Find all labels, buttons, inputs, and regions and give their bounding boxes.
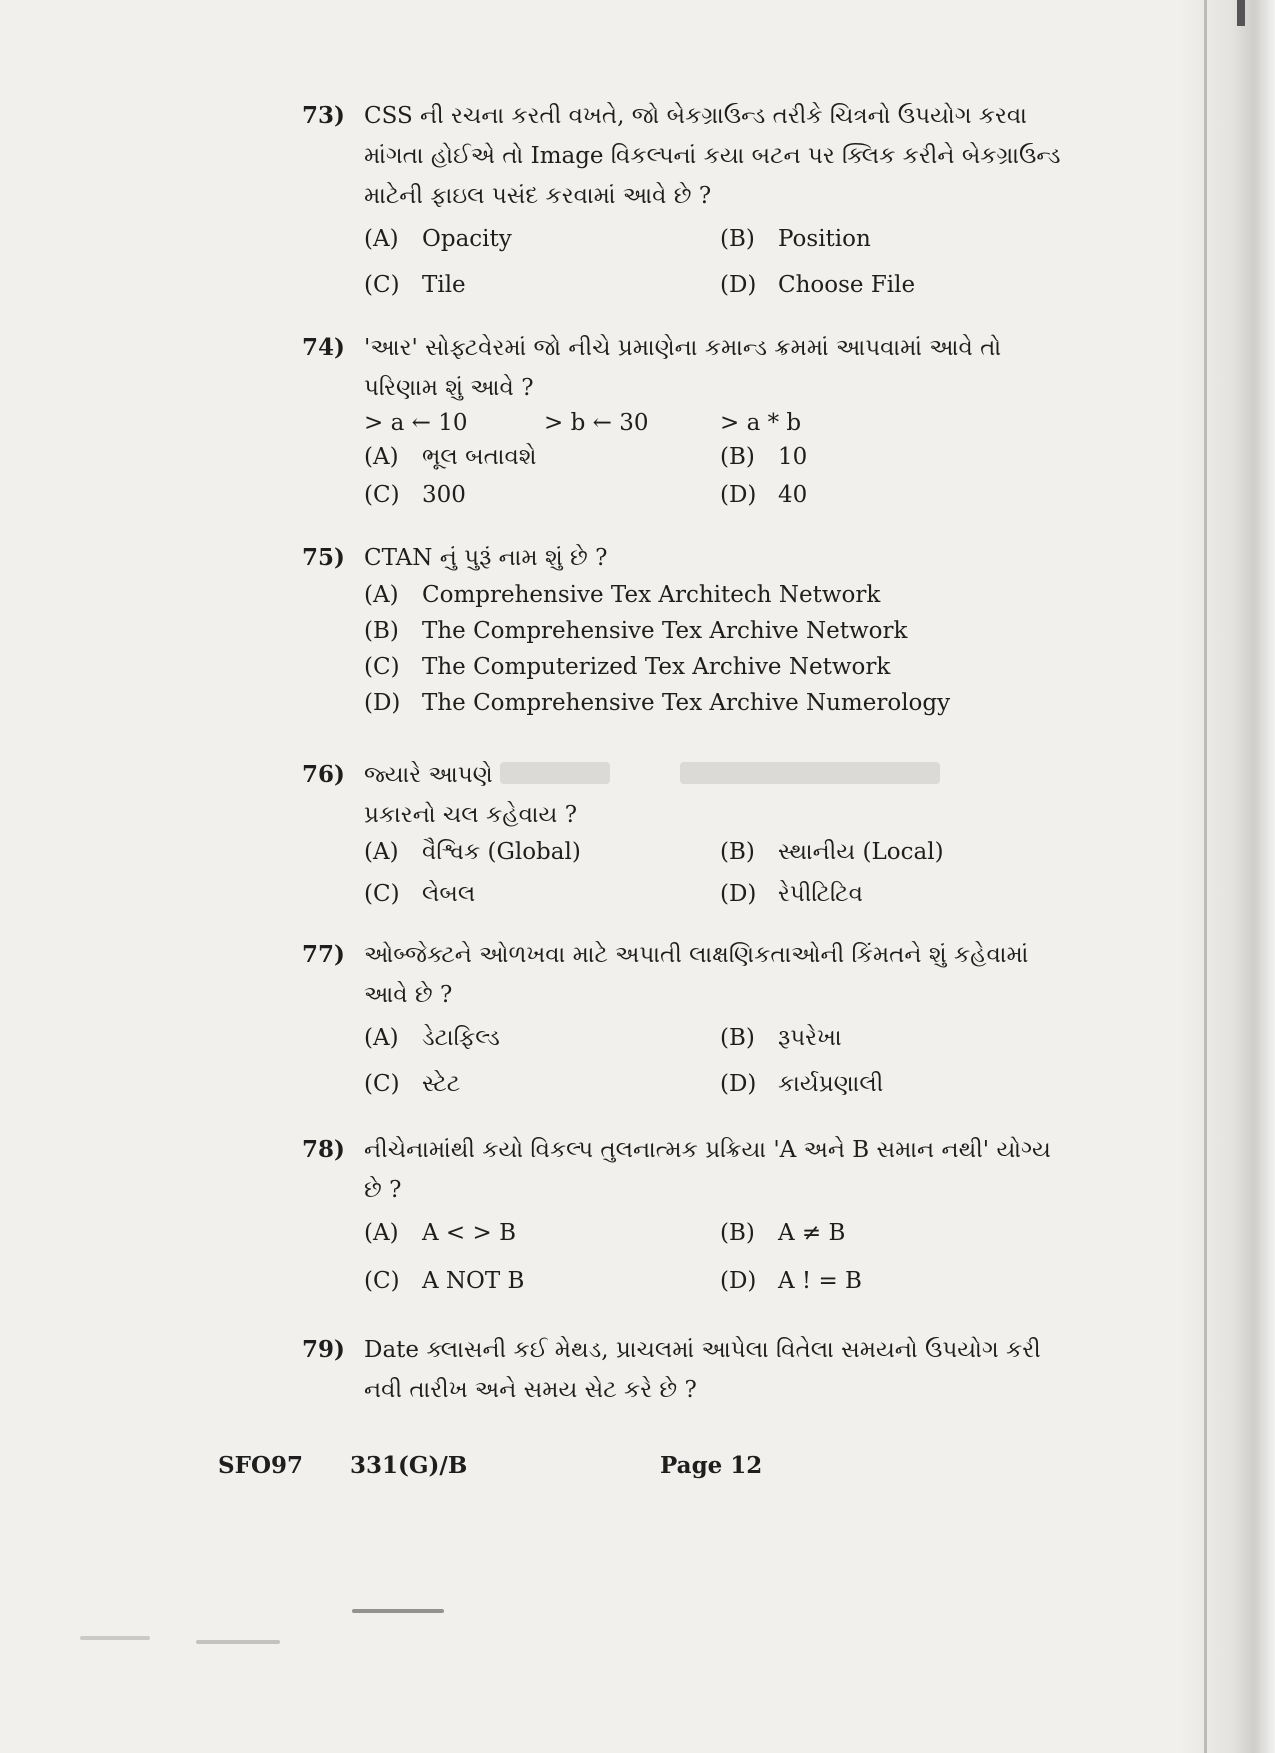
option-b [720, 1220, 845, 1246]
options [364, 444, 1062, 520]
option-label: (C) [364, 1268, 400, 1294]
option-text: The Computerized Tex Archive Network [422, 654, 891, 680]
question-number: 74) [302, 334, 345, 361]
option-c [364, 654, 890, 680]
option-text: Choose File [778, 272, 916, 298]
option-text: સ્થાનીય (Local) [778, 839, 944, 865]
question-text: ઓબ્જેક્ટને ઓળખવા માટે અપાતી લાક્ષણિકતાઓની કિંમતને શું કહેવામાં આવે છે ? [364, 942, 1029, 1008]
option-label: (B) [720, 1025, 755, 1051]
option-text: Opacity [422, 226, 512, 252]
option-text: Tile [422, 272, 466, 298]
option-a [364, 226, 512, 252]
option-d [720, 482, 807, 508]
option-label: (A) [364, 1025, 399, 1051]
option-label: (D) [720, 272, 757, 298]
faded-print-smudge [680, 762, 940, 784]
question-text: જ્યારે આપણે [364, 762, 493, 788]
question-78 [302, 1130, 1062, 1312]
option-text: A ≠ B [778, 1220, 846, 1246]
footer-paper: 331(G)/B [350, 1452, 468, 1479]
question-text: 'આર' સોફ્ટવેરમાં જો નીચે પ્રમાણેના કમાન્ડ ક્રમમાં આપવામાં આવે તો પરિણામ શું આવે ? [364, 335, 1002, 401]
option-label: (D) [720, 881, 757, 907]
option-b [720, 1025, 842, 1051]
question-73 [302, 96, 1062, 326]
question-77 [302, 935, 1062, 1117]
option-label: (C) [364, 1071, 400, 1097]
option-label: (B) [720, 839, 755, 865]
question-79 [302, 1330, 1062, 1410]
option-text: 300 [422, 482, 466, 508]
option-a [364, 1025, 500, 1051]
option-text: ભૂલ બતાવશે [422, 444, 537, 470]
option-text: 10 [778, 444, 808, 470]
option-text: રૂપરેખા [778, 1025, 842, 1051]
option-label: (A) [364, 839, 399, 865]
page-edge-shadow [1179, 0, 1275, 1753]
command-2: > b ← 30 [544, 410, 649, 436]
option-c [364, 1268, 524, 1294]
option-d [720, 272, 915, 298]
option-label: (C) [364, 654, 400, 680]
option-label: (B) [720, 226, 755, 252]
option-b [364, 618, 907, 644]
option-text: The Comprehensive Tex Archive Numerology [422, 690, 951, 716]
option-label: (C) [364, 881, 400, 907]
option-d [720, 1071, 883, 1097]
footer-code: SFO97 [218, 1452, 303, 1479]
option-c [364, 482, 466, 508]
question-number: 79) [302, 1336, 345, 1363]
page-edge-mark [1237, 0, 1245, 26]
option-label: (C) [364, 482, 400, 508]
option-text: વૈશ્વિક (Global) [422, 839, 581, 865]
options [364, 226, 1062, 326]
option-text: કાર્યપ્રણાલી [778, 1071, 884, 1097]
option-label: (D) [364, 690, 401, 716]
option-b [720, 444, 807, 470]
option-label: (B) [720, 1220, 755, 1246]
question-number: 75) [302, 544, 345, 571]
question-75 [302, 538, 1062, 726]
question-text: નીચેનામાંથી કયો વિકલ્પ તુલનાત્મક પ્રક્રિયા 'A અને B સમાન નથી' યોગ્ય છે ? [364, 1137, 1051, 1203]
option-text: સ્ટેટ [422, 1071, 461, 1097]
option-b [720, 226, 871, 252]
question-text-line-2: પ્રકારનો ચલ કહેવાય ? [364, 802, 578, 828]
question-number: 78) [302, 1136, 345, 1163]
option-label: (D) [720, 1071, 757, 1097]
command-1: > a ← 10 [364, 410, 468, 436]
option-label: (A) [364, 1220, 399, 1246]
command-3: > a * b [720, 410, 802, 436]
option-text: Comprehensive Tex Architech Network [422, 582, 881, 608]
scan-mark [352, 1609, 444, 1613]
option-d [720, 1268, 862, 1294]
option-a [364, 582, 880, 608]
option-b [720, 839, 944, 865]
option-text: 40 [778, 482, 808, 508]
scan-mark [80, 1636, 150, 1640]
question-text: CSS ની રચના કરતી વખતે, જો બેકગ્રાઉન્ડ તરીકે ચિત્રનો ઉપયોગ કરવા માંગતા હોઈએ તો Image વિકલ્પનાં કયા બટન પર ક્લિક કરીને બેકગ્રાઉન્ડ માટેની ફાઇલ પસંદ કરવામાં આવે છે ? [364, 103, 1061, 209]
option-label: (B) [720, 444, 755, 470]
option-text: A < > B [422, 1220, 516, 1246]
question-number: 73) [302, 102, 345, 129]
option-a [364, 839, 581, 865]
option-label: (B) [364, 618, 399, 644]
option-text: The Comprehensive Tex Archive Network [422, 618, 908, 644]
option-label: (A) [364, 444, 399, 470]
option-label: (A) [364, 226, 399, 252]
option-text: Position [778, 226, 871, 252]
options [364, 578, 1062, 726]
option-text: લેબલ [422, 881, 476, 907]
option-d [720, 881, 863, 907]
option-label: (C) [364, 272, 400, 298]
question-number: 76) [302, 761, 345, 788]
scan-mark [196, 1640, 280, 1644]
page-edge-line [1204, 0, 1207, 1753]
option-d [364, 690, 950, 716]
option-text: રેપીટિટિવ [778, 881, 863, 907]
option-a [364, 444, 537, 470]
question-74 [302, 328, 1062, 520]
faded-print-smudge [500, 762, 610, 784]
options [364, 1220, 1062, 1312]
option-c [364, 881, 475, 907]
options [364, 1025, 1062, 1117]
question-text: CTAN નું પુરૂં નામ શું છે ? [364, 545, 608, 571]
option-a [364, 1220, 516, 1246]
footer-page-number: Page 12 [660, 1452, 763, 1479]
option-label: (D) [720, 1268, 757, 1294]
commands [364, 408, 1062, 444]
question-number: 77) [302, 941, 345, 968]
option-c [364, 1071, 460, 1097]
option-label: (D) [720, 482, 757, 508]
option-text: A NOT B [422, 1268, 525, 1294]
option-text: ડેટાફિલ્ડ [422, 1025, 500, 1051]
question-text: Date ક્લાસની કઈ મેથડ, પ્રાચલમાં આપેલા વિતેલા સમયનો ઉપયોગ કરી નવી તારીખ અને સમય સેટ કરે છે ? [364, 1337, 1041, 1403]
option-text: A ! = B [778, 1268, 862, 1294]
option-label: (A) [364, 582, 399, 608]
option-c [364, 272, 466, 298]
options [364, 835, 1062, 925]
